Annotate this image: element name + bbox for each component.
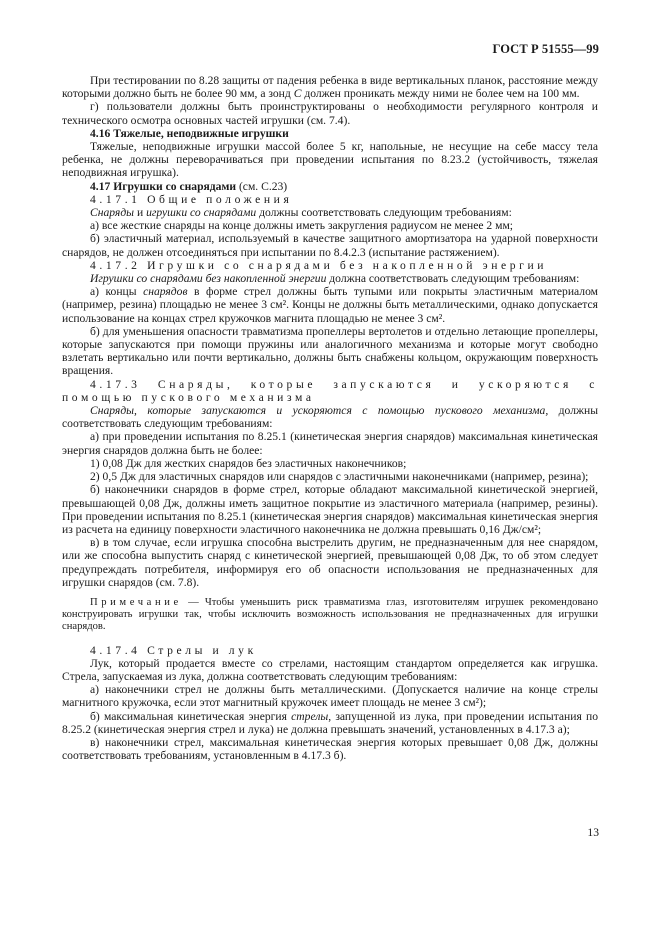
probe-label: С xyxy=(293,87,302,101)
term: стрелы xyxy=(291,709,329,723)
heading-text: 4.17 Игрушки со снарядами xyxy=(90,179,237,193)
text: должны соответствовать следующим требованиям: xyxy=(62,404,598,431)
paragraph: а) наконечники стрел не должны быть металлическими. (Допускается наличие на конце стрелы магнитного кружочка, если этот магнитный кружочек имеет площадь не менее 3 см²); xyxy=(62,683,598,710)
text: должны соответствовать следующим требованиям: xyxy=(256,206,512,220)
subsection-heading-4-17-3: 4.17.3 Снаряды, которые запускаются и ускоряются с помощью пускового механизма xyxy=(62,377,598,404)
paragraph: в) в том случае, если игрушка способна выстрелить другим, не предназначенным для нее снарядом, или же способна выпустить снаряд с кинетической энергией, превышающей 0,08 Дж, то об этом следует предупреждать потребителя, информируя его об опасности использования не предназначенных для игрушки снарядов (см. 7.8). xyxy=(62,536,598,589)
standard-header: ГОСТ Р 51555—99 xyxy=(492,42,599,56)
paragraph: в) наконечники стрел, максимальная кинетическая энергия которых превышает 0,08 Дж, должны соответствовать требованиям, установленным в 4.17.3 б). xyxy=(62,735,598,763)
paragraph: б) эластичный материал, используемый в качестве защитного амортизатора на ударной поверхности снарядов, не должен отсоединяться при испытании по 8.4.2.3 (испытание растяжением). xyxy=(62,232,598,259)
text: а) концы xyxy=(90,285,144,299)
term: Игрушки со снарядами без накопленной энергии xyxy=(90,272,327,286)
term: игрушки со снарядами xyxy=(146,206,257,220)
text: должен проникать между ними не более чем на 100 мм. xyxy=(301,87,580,101)
page-number: 13 xyxy=(587,826,599,839)
term: снарядов xyxy=(143,285,188,299)
text: должна соответствовать следующим требованиям: xyxy=(326,272,580,286)
note-label: Примечание xyxy=(90,596,182,608)
text: При тестировании по 8.28 защиты от падения ребенка в виде вертикальных планок, расстояние между которыми должно быть не более 90 мм, а зонд xyxy=(62,74,598,101)
text: б) максимальная кинетическая энергия xyxy=(90,709,292,723)
paragraph xyxy=(62,285,598,325)
text: в форме стрел должны быть тупыми или покрыты эластичным материалом (например, резина) площадью не менее 3 см². Концы не должны быть металлическими, однако допускается использование на концах стрел кружочков магнита площадью не менее 3 см². xyxy=(62,285,599,325)
note xyxy=(62,597,598,634)
paragraph: а) все жесткие снаряды на конце должны иметь закругления радиусом не менее 2 мм; xyxy=(90,219,514,233)
text: и xyxy=(134,206,147,220)
subsection-heading-4-17-1: 4.17.1 Общие положения xyxy=(90,192,293,206)
section-heading-4-17 xyxy=(62,180,598,193)
paragraph xyxy=(62,404,598,430)
note-text: — Чтобы уменьшить риск травматизма глаз, изготовителям игрушек рекомендовано конструировать игрушки так, чтобы исключить возможность использования не предназначенных для игрушки снарядов. xyxy=(62,596,598,633)
heading-ref: (см. С.23) xyxy=(236,179,288,193)
paragraph: 2) 0,5 Дж для эластичных снарядов или снарядов с эластичными наконечниками (например, резина); xyxy=(90,470,589,484)
section-heading-4-16: 4.16 Тяжелые, неподвижные игрушки xyxy=(90,126,289,140)
paragraph: б) наконечники снарядов в форме стрел, которые обладают максимальной кинетической энергией, превышающей 0,08 Дж, должны иметь защитное покрытие из эластичного материала (например, резины). При проведении испытания по 8.25.1 (кинетическая энергия снарядов) максимальная кинетическая энергия из расчета на единицу поверхности эластичного наконечника не должна превышать 0,16 Дж/см²; xyxy=(62,483,598,536)
paragraph: Тяжелые, неподвижные игрушки массой более 5 кг, напольные, не несущие на себе массу тела ребенка, не должны переворачиваться при проведении испытания по 8.23.2 (устойчивость, тяжелая неподвижная игрушка). xyxy=(62,140,598,180)
paragraph xyxy=(62,272,598,285)
paragraph xyxy=(62,206,598,219)
paragraph: б) для уменьшения опасности травматизма пропеллеры вертолетов и отдельно летающие пропеллеры, которые запускаются при помощи пружины или аналогичного механизма и которые могут свободно взлетать вертикально или почти вертикально, должны быть снабжены кольцом, окружающим поверхность вращения. xyxy=(62,324,598,378)
paragraph: Лук, который продается вместе со стрелами, настоящим стандартом определяется как игрушка. Стрела, запускаемая из лука, должна соответствовать следующим требованиям: xyxy=(62,656,598,683)
subsection-heading-4-17-4: 4.17.4 Стрелы и лук xyxy=(90,643,257,657)
subsection-heading-4-17-2: 4.17.2 Игрушки со снарядами без накопленной энергии xyxy=(90,258,548,272)
paragraph xyxy=(62,74,598,100)
paragraph xyxy=(62,710,598,736)
paragraph: 1) 0,08 Дж для жестких снарядов без эластичных наконечников; xyxy=(90,456,407,470)
paragraph: г) пользователи должны быть проинструктированы о необходимости регулярного контроля и технического осмотра основных частей игрушки (см. 7.4). xyxy=(62,100,598,127)
paragraph: а) при проведении испытания по 8.25.1 (кинетическая энергия снарядов) максимальная кинетическая энергия снарядов должна быть не более: xyxy=(62,430,598,457)
text: , запущенной из лука, при проведении испытания по 8.25.2 (кинетическая энергия стрел и лука) не должна превышать значений, установленных в 4.17.3 а); xyxy=(62,709,598,736)
term: Снаряды, которые запускаются и ускоряются с помощью пускового механизма, xyxy=(90,404,549,418)
term: Снаряды xyxy=(90,206,135,220)
document-body xyxy=(62,74,598,762)
